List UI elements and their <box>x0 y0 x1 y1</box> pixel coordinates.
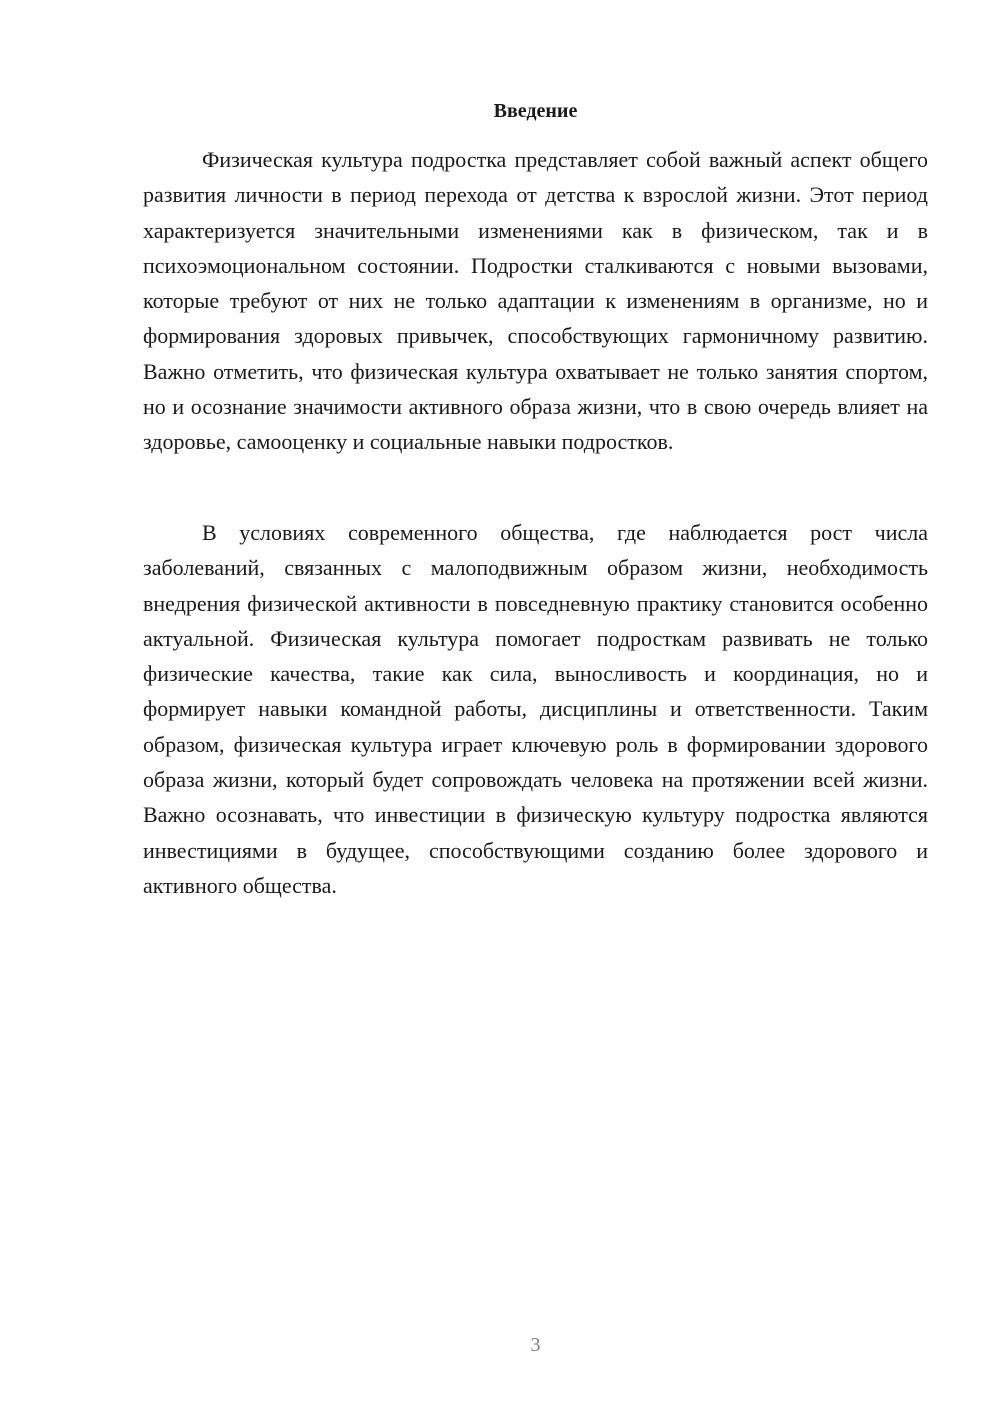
page-number: 3 <box>530 1334 541 1356</box>
paragraph-2: В условиях современного общества, где наблюдается рост числа заболеваний, связанных с малоподвижным образом жизни, необходимость внедрения физической активности в повседневную практику становится особенно актуальной. Физическая культура помогает подросткам развивать не только физические качества, такие как сила, выносливость и координация, но и формирует навыки командной работы, дисциплины и ответственности. Таким образом, физическая культура играет ключевую роль в формировании здорового образа жизни, который будет сопровождать человека на протяжении всей жизни. Важно осознавать, что инвестиции в физическую культуру подростка являются инвестициями в будущее, способствующими созданию более здорового и активного общества. <box>143 520 928 898</box>
paragraph-1: Физическая культура подростка представляет собой важный аспект общего развития личности в период перехода от детства к взрослой жизни. Этот период характеризуется значительными изменениями как в физическом, так и в психоэмоциональном состоянии. Подростки сталкиваются с новыми вызовами, которые требуют от них не только адаптации к изменениям в организме, но и формирования здоровых привычек, способствующих гармоничному развитию. Важно отметить, что физическая культура охватывает не только занятия спортом, но и осознание значимости активного образа жизни, что в свою очередь влияет на здоровье, самооценку и социальные навыки подростков. <box>143 147 928 455</box>
section-heading: Введение <box>493 100 578 122</box>
